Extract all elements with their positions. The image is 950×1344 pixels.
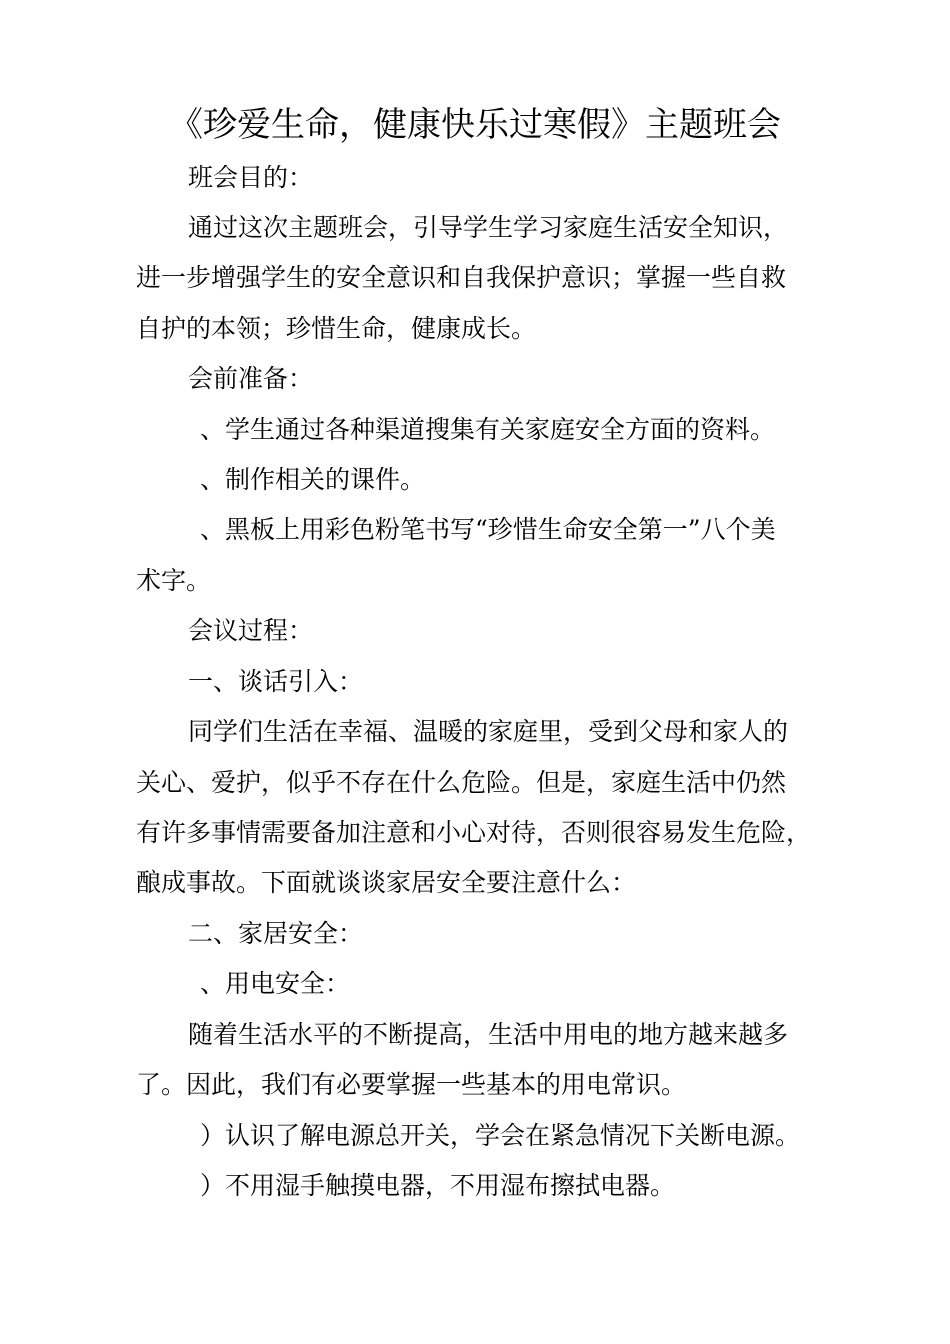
section-heading-intro: 一、谈话引入： <box>188 667 364 696</box>
paragraph-line: 有许多事情需要备加注意和小心对待，否则很容易发生危险， <box>136 818 812 847</box>
paragraph-line: 同学们生活在幸福、温暖的家庭里，受到父母和家人的 <box>188 717 789 746</box>
paragraph-line: 进一步增强学生的安全意识和自我保护意识；掌握一些自救 <box>136 263 787 292</box>
list-item: ）认识了解电源总开关，学会在紧急情况下关断电源。 <box>200 1121 801 1150</box>
paragraph-line: 了。因此，我们有必要掌握一些基本的用电常识。 <box>136 1070 687 1099</box>
list-item: ）不用湿手触摸电器，不用湿布擦拭电器。 <box>200 1171 676 1200</box>
paragraph-line: 通过这次主题班会，引导学生学习家庭生活安全知识， <box>188 213 789 242</box>
subsection-heading-electricity: 、用电安全： <box>200 969 351 998</box>
paragraph-line: 自护的本领；珍惜生命，健康成长。 <box>136 314 537 343</box>
list-item: 、制作相关的课件。 <box>200 465 426 494</box>
list-item: 、黑板上用彩色粉笔书写“珍惜生命安全第一”八个美 <box>200 515 776 544</box>
section-heading-home-safety: 二、家居安全： <box>188 919 364 948</box>
section-heading-preparation: 会前准备： <box>188 364 314 393</box>
paragraph-line: 术字。 <box>136 566 212 595</box>
paragraph-line: 关心、爱护，似乎不存在什么危险。但是，家庭生活中仍然 <box>136 768 787 797</box>
document-title: 《珍爱生命，健康快乐过寒假》主题班会 <box>169 105 781 145</box>
section-heading-purpose: 班会目的： <box>188 163 314 192</box>
paragraph-line: 酿成事故。下面就谈谈家居安全要注意什么： <box>136 868 637 897</box>
list-item: 、学生通过各种渠道搜集有关家庭安全方面的资料。 <box>200 415 776 444</box>
section-heading-process: 会议过程： <box>188 616 314 645</box>
paragraph-line: 随着生活水平的不断提高，生活中用电的地方越来越多 <box>188 1020 789 1049</box>
